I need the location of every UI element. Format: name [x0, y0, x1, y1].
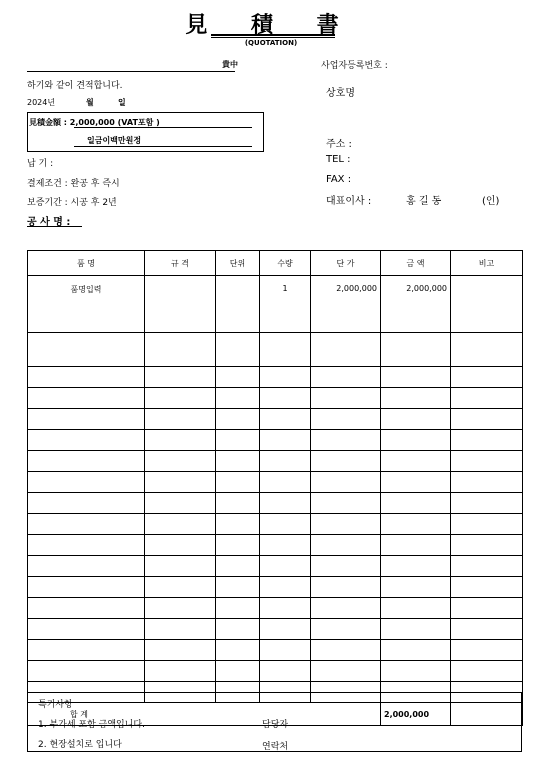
empty-cell[interactable]: [28, 514, 145, 535]
empty-cell[interactable]: [451, 388, 523, 409]
empty-cell[interactable]: [145, 493, 216, 514]
empty-cell[interactable]: [145, 514, 216, 535]
empty-cell[interactable]: [28, 333, 145, 367]
intro-text: 하기와 같이 견적합니다.: [27, 81, 123, 91]
empty-cell[interactable]: [451, 430, 523, 451]
empty-cell[interactable]: [311, 493, 381, 514]
cell-spec[interactable]: [145, 276, 216, 333]
empty-cell[interactable]: [381, 451, 451, 472]
total-label: 합 계: [28, 703, 381, 726]
table-row: [28, 640, 523, 661]
table-row: [28, 577, 523, 598]
empty-cell[interactable]: [145, 556, 216, 577]
empty-cell[interactable]: [381, 409, 451, 430]
table-row: [28, 661, 523, 682]
empty-cell[interactable]: [381, 493, 451, 514]
empty-cell[interactable]: [28, 493, 145, 514]
empty-cell[interactable]: [260, 556, 311, 577]
empty-cell[interactable]: [216, 388, 260, 409]
empty-cell[interactable]: [260, 640, 311, 661]
empty-cell[interactable]: [451, 472, 523, 493]
table-row: [28, 472, 523, 493]
delivery-term: 납 기 :: [27, 159, 54, 169]
empty-cell[interactable]: [216, 493, 260, 514]
project-name-label: 공 사 명 :: [27, 217, 71, 228]
recipient-suffix: 貴中: [222, 60, 238, 69]
empty-cell[interactable]: [451, 577, 523, 598]
empty-cell[interactable]: [311, 451, 381, 472]
empty-cell[interactable]: [260, 577, 311, 598]
notes-title: 특기사항: [38, 700, 73, 710]
empty-cell[interactable]: [381, 333, 451, 367]
cell-remarks[interactable]: [451, 276, 523, 333]
empty-cell[interactable]: [28, 472, 145, 493]
col-header-unit: 단위: [216, 251, 260, 276]
empty-cell[interactable]: [216, 619, 260, 640]
empty-cell[interactable]: [216, 598, 260, 619]
date-month-label: 월: [86, 98, 94, 107]
empty-cell[interactable]: [311, 577, 381, 598]
empty-cell[interactable]: [260, 367, 311, 388]
date-year: 2024년: [27, 98, 56, 107]
note-item-1: 1. 부가세 포함 금액입니다.: [38, 720, 145, 730]
empty-cell[interactable]: [451, 535, 523, 556]
empty-cell[interactable]: [311, 556, 381, 577]
warranty-term: 보증기간 : 시공 후 2년: [27, 198, 117, 208]
empty-cell[interactable]: [451, 661, 523, 682]
empty-cell[interactable]: [381, 472, 451, 493]
empty-cell[interactable]: [451, 640, 523, 661]
empty-cell[interactable]: [145, 451, 216, 472]
empty-cell[interactable]: [28, 388, 145, 409]
empty-cell[interactable]: [216, 451, 260, 472]
table-row: [28, 514, 523, 535]
empty-cell[interactable]: [381, 598, 451, 619]
empty-cell[interactable]: [145, 661, 216, 682]
document-subtitle: (QUOTATION): [244, 39, 298, 47]
empty-cell[interactable]: [311, 598, 381, 619]
empty-cell[interactable]: [311, 333, 381, 367]
empty-cell[interactable]: [216, 409, 260, 430]
empty-cell[interactable]: [145, 577, 216, 598]
empty-cell[interactable]: [260, 451, 311, 472]
empty-cell[interactable]: [451, 598, 523, 619]
col-header-amount: 금 액: [381, 251, 451, 276]
ceo-label: 대표이사 :: [326, 196, 372, 207]
contact-label: 연락처: [262, 742, 289, 752]
empty-cell[interactable]: [451, 514, 523, 535]
cell-qty[interactable]: 1: [260, 276, 311, 333]
table-row: [28, 333, 523, 367]
table-row: [28, 430, 523, 451]
fax-label: FAX :: [326, 174, 352, 185]
empty-cell[interactable]: [381, 514, 451, 535]
empty-cell[interactable]: [260, 388, 311, 409]
empty-cell[interactable]: [311, 514, 381, 535]
seal-mark: (인): [482, 196, 500, 207]
empty-cell[interactable]: [381, 430, 451, 451]
empty-cell[interactable]: [28, 451, 145, 472]
cell-item[interactable]: 품명입력: [28, 276, 145, 333]
empty-cell[interactable]: [260, 472, 311, 493]
empty-cell[interactable]: [28, 367, 145, 388]
empty-cell[interactable]: [260, 514, 311, 535]
quote-amount: 見積金額 : 2,000,000 (VAT포함 ): [29, 118, 160, 127]
document-title: 見 積 書: [185, 12, 357, 38]
table-header-row: [28, 251, 523, 276]
empty-cell[interactable]: [311, 409, 381, 430]
empty-cell[interactable]: [145, 640, 216, 661]
empty-cell[interactable]: [311, 535, 381, 556]
empty-cell[interactable]: [216, 556, 260, 577]
empty-cell[interactable]: [381, 577, 451, 598]
empty-cell[interactable]: [451, 556, 523, 577]
empty-cell[interactable]: [145, 409, 216, 430]
business-reg-no: 사업자등록번호 :: [321, 61, 388, 71]
empty-cell[interactable]: [216, 472, 260, 493]
empty-cell[interactable]: [260, 493, 311, 514]
empty-cell[interactable]: [260, 619, 311, 640]
col-header-item: 품 명: [28, 251, 145, 276]
title-underline-thin: [211, 37, 335, 38]
payment-term: 결제조건 : 완공 후 즉시: [27, 179, 120, 189]
empty-cell[interactable]: [216, 514, 260, 535]
cell-amount[interactable]: 2,000,000: [381, 276, 451, 333]
empty-cell[interactable]: [216, 333, 260, 367]
title-underline: [211, 34, 335, 36]
empty-cell[interactable]: [381, 388, 451, 409]
note-item-2: 2. 현장설치로 입니다: [38, 740, 122, 750]
empty-cell[interactable]: [216, 430, 260, 451]
amount-in-words: 일금이백만원정: [87, 136, 142, 145]
empty-cell[interactable]: [260, 430, 311, 451]
recipient-underline: [27, 71, 235, 72]
col-header-qty: 수량: [260, 251, 311, 276]
empty-cell[interactable]: [451, 367, 523, 388]
amount-underline: [74, 127, 252, 128]
empty-cell[interactable]: [260, 333, 311, 367]
empty-cell[interactable]: [311, 640, 381, 661]
address-label: 주소 :: [326, 139, 352, 150]
empty-cell[interactable]: [28, 409, 145, 430]
empty-cell[interactable]: [216, 367, 260, 388]
empty-cell[interactable]: [28, 577, 145, 598]
tel-label: TEL :: [326, 154, 351, 165]
table-row: [28, 556, 523, 577]
empty-cell[interactable]: [381, 619, 451, 640]
table-row: [28, 598, 523, 619]
cell-unit[interactable]: [216, 276, 260, 333]
empty-cell[interactable]: [28, 598, 145, 619]
empty-cell[interactable]: [311, 472, 381, 493]
empty-cell[interactable]: [145, 598, 216, 619]
empty-cell[interactable]: [145, 472, 216, 493]
empty-cell[interactable]: [381, 535, 451, 556]
project-name-underline: [27, 226, 82, 227]
company-name: 상호명: [326, 88, 355, 99]
empty-cell[interactable]: [216, 640, 260, 661]
empty-cell[interactable]: [451, 333, 523, 367]
empty-cell[interactable]: [145, 333, 216, 367]
empty-cell[interactable]: [260, 535, 311, 556]
ceo-name: 홍 길 동: [406, 196, 442, 207]
table-row: [28, 493, 523, 514]
empty-cell[interactable]: [216, 577, 260, 598]
table-row: [28, 409, 523, 430]
empty-cell[interactable]: [145, 367, 216, 388]
table-row: [28, 451, 523, 472]
empty-cell[interactable]: [28, 556, 145, 577]
empty-cell[interactable]: [451, 409, 523, 430]
empty-cell[interactable]: [28, 535, 145, 556]
words-underline: [74, 146, 252, 147]
empty-cell[interactable]: [28, 661, 145, 682]
items-table: [27, 250, 523, 726]
empty-cell[interactable]: [311, 388, 381, 409]
empty-cell[interactable]: [260, 409, 311, 430]
empty-cell[interactable]: [260, 598, 311, 619]
empty-cell[interactable]: [451, 451, 523, 472]
manager-label: 담당자: [262, 720, 289, 730]
table-row: [28, 388, 523, 409]
empty-cell[interactable]: [311, 661, 381, 682]
col-header-spec: 규 격: [145, 251, 216, 276]
empty-cell[interactable]: [381, 661, 451, 682]
empty-cell[interactable]: [311, 430, 381, 451]
empty-cell[interactable]: [28, 430, 145, 451]
date-day-label: 일: [118, 98, 126, 107]
empty-cell[interactable]: [28, 640, 145, 661]
empty-cell[interactable]: [145, 619, 216, 640]
empty-cell[interactable]: [145, 535, 216, 556]
empty-cell[interactable]: [381, 556, 451, 577]
empty-cell[interactable]: [311, 619, 381, 640]
empty-cell[interactable]: [216, 661, 260, 682]
table-row: [28, 367, 523, 388]
empty-cell[interactable]: [381, 640, 451, 661]
table-row: [28, 276, 523, 333]
empty-cell[interactable]: [451, 493, 523, 514]
total-amount: 2,000,000: [381, 703, 451, 726]
empty-cell[interactable]: [260, 661, 311, 682]
empty-cell[interactable]: [145, 430, 216, 451]
table-row: [28, 619, 523, 640]
empty-cell[interactable]: [145, 388, 216, 409]
empty-cell[interactable]: [311, 367, 381, 388]
empty-cell[interactable]: [216, 535, 260, 556]
empty-cell[interactable]: [381, 367, 451, 388]
cell-unit-price[interactable]: 2,000,000: [311, 276, 381, 333]
col-header-unit-price: 단 가: [311, 251, 381, 276]
col-header-remarks: 비고: [451, 251, 523, 276]
empty-cell[interactable]: [28, 619, 145, 640]
table-row: [28, 535, 523, 556]
empty-cell[interactable]: [451, 619, 523, 640]
